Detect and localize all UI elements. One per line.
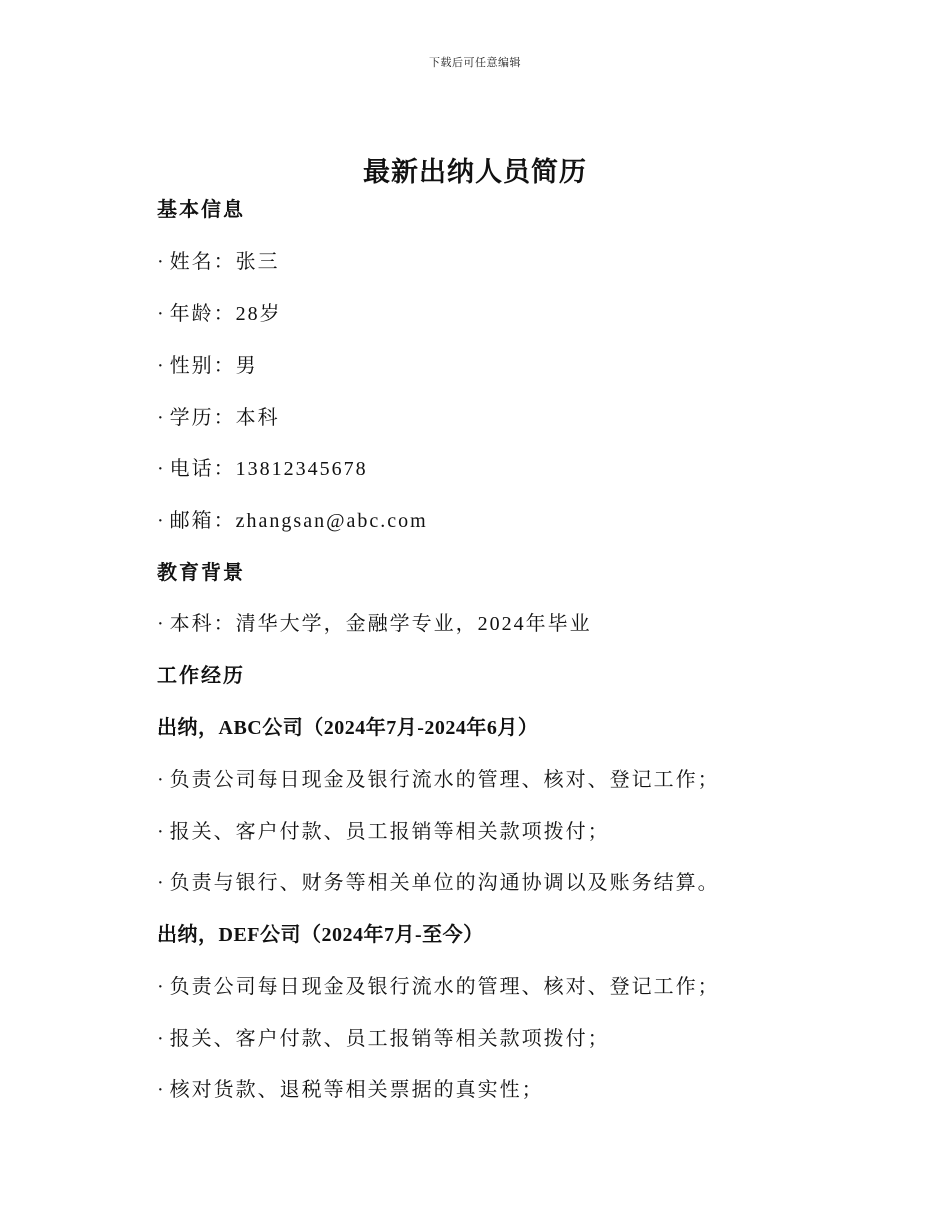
job-title-abc: 出纳，ABC公司（2024年7月-2024年6月） bbox=[157, 717, 539, 739]
list-item-text: 本科：清华大学，金融学专业，2024年毕业 bbox=[169, 613, 592, 635]
bullet-dot: · bbox=[157, 821, 166, 843]
list-item-job2-duty2 bbox=[157, 1025, 610, 1053]
list-item-text: 核对货款、退税等相关票据的真实性； bbox=[169, 1079, 544, 1101]
list-item-text: 学历：本科 bbox=[169, 407, 280, 429]
bullet-dot: · bbox=[157, 355, 166, 377]
list-item-job1-duty1 bbox=[157, 766, 720, 794]
section-heading-basic-info: 基本信息 bbox=[157, 199, 245, 221]
bullet-dot: · bbox=[157, 769, 166, 791]
list-item-job2-duty3 bbox=[157, 1076, 544, 1104]
list-item-text: 报关、客户付款、员工报销等相关款项拨付； bbox=[169, 821, 610, 843]
list-item-text: 负责公司每日现金及银行流水的管理、核对、登记工作； bbox=[169, 769, 720, 791]
bullet-dot: · bbox=[157, 1079, 166, 1101]
job-title-def: 出纳，DEF公司（2024年7月-至今） bbox=[157, 924, 484, 946]
bullet-dot: · bbox=[157, 510, 166, 532]
list-item-email bbox=[157, 507, 428, 535]
header-note: 下载后可任意编辑 bbox=[429, 57, 521, 69]
bullet-dot: · bbox=[157, 613, 166, 635]
list-item-text: 报关、客户付款、员工报销等相关款项拨付； bbox=[169, 1028, 610, 1050]
page-title: 最新出纳人员简历 bbox=[363, 157, 587, 187]
list-item-job2-duty1 bbox=[157, 973, 720, 1001]
list-item-phone bbox=[157, 455, 368, 483]
bullet-dot: · bbox=[157, 303, 166, 325]
bullet-dot: · bbox=[157, 407, 166, 429]
list-item-name bbox=[157, 248, 280, 276]
list-item-age bbox=[157, 300, 282, 328]
list-item-job1-duty3 bbox=[157, 869, 720, 897]
bullet-dot: · bbox=[157, 1028, 166, 1050]
list-item-text: 负责与银行、财务等相关单位的沟通协调以及账务结算。 bbox=[169, 872, 720, 894]
list-item-degree bbox=[157, 404, 280, 432]
bullet-dot: · bbox=[157, 872, 166, 894]
bullet-dot: · bbox=[157, 251, 166, 273]
list-item-gender bbox=[157, 352, 258, 380]
section-heading-work: 工作经历 bbox=[157, 665, 245, 687]
section-heading-education: 教育背景 bbox=[157, 562, 245, 584]
bullet-dot: · bbox=[157, 458, 166, 480]
list-item-text: 性别：男 bbox=[169, 355, 258, 377]
list-item-text: 电话：13812345678 bbox=[169, 458, 368, 480]
list-item-text: 年龄：28岁 bbox=[169, 303, 282, 325]
list-item-text: 负责公司每日现金及银行流水的管理、核对、登记工作； bbox=[169, 976, 720, 998]
list-item-text: 邮箱：zhangsan@abc.com bbox=[169, 510, 428, 532]
list-item-education bbox=[157, 610, 592, 638]
list-item-text: 姓名：张三 bbox=[169, 251, 280, 273]
bullet-dot: · bbox=[157, 976, 166, 998]
list-item-job1-duty2 bbox=[157, 818, 610, 846]
